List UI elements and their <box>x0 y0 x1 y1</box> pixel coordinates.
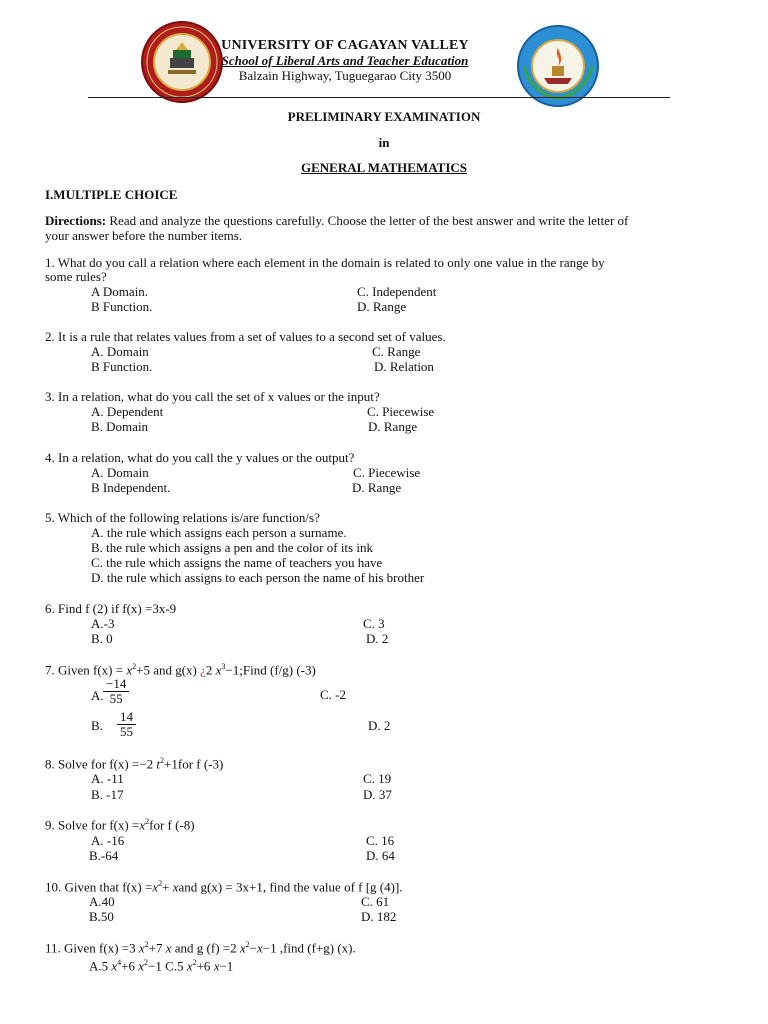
q9-part: 9. Solve for f(x) = <box>45 817 140 833</box>
q9-text <box>45 817 195 833</box>
q11-part: 11. Given f(x) =3 <box>45 940 139 956</box>
q7-option-c: C. -2 <box>320 687 346 702</box>
q7-part: ;Find (f/g) (-3) <box>239 662 316 678</box>
q3-option-b: B. Domain <box>91 419 149 434</box>
q7-part: −1 <box>225 662 240 678</box>
q7-exp: 2 <box>132 662 137 671</box>
q11-opt-var: x <box>111 958 118 974</box>
directions-line-2: your answer before the number items. <box>45 228 243 243</box>
q1-text-2: some rules? <box>45 269 107 284</box>
q4-option-d: D. Range <box>352 480 402 495</box>
q8-exp: 2 <box>160 756 165 765</box>
q11-part: and g (f) =2 <box>171 940 240 956</box>
q10-option-a: A.40 <box>89 894 115 909</box>
q11-options <box>89 958 233 974</box>
q11-opt-part: −1 <box>219 958 234 974</box>
q2-option-b: B Function. <box>91 359 153 374</box>
q9-option-b: B.-64 <box>89 848 119 863</box>
q10-part: and g(x) = 3x+1, find the value of f [g (4)]. <box>178 879 403 895</box>
q10-option-d: D. 182 <box>361 909 397 924</box>
q1-option-c: C. Independent <box>357 284 437 299</box>
q7-option-b-fraction <box>117 710 136 739</box>
q2-option-d: D. Relation <box>374 359 434 374</box>
q10-option-b: B.50 <box>89 909 114 924</box>
q8-text <box>45 756 223 772</box>
q6-option-b: B. 0 <box>91 631 113 646</box>
q8-option-a: A. -11 <box>91 771 124 786</box>
q11-opt-part: +6 <box>196 958 214 974</box>
q5-option-b: B. the rule which assigns a pen and the color of its ink <box>91 540 373 555</box>
q7-var: x <box>126 662 133 678</box>
q5-option-a: A. the rule which assigns each person a surname. <box>91 525 347 540</box>
q11-part: +7 <box>148 940 166 956</box>
q4-option-a: A. Domain <box>91 465 149 480</box>
q8-part: +1 <box>164 756 178 772</box>
college-seal-logo <box>516 22 600 108</box>
q6-option-a: A.-3 <box>91 616 115 631</box>
q6-option-c: C. 3 <box>363 616 385 631</box>
directions-label: Directions: <box>45 213 107 228</box>
q3-option-a: A. Dependent <box>91 404 164 419</box>
q1-option-b: B Function. <box>91 299 153 314</box>
q5-text: 5. Which of the following relations is/are function/s? <box>45 510 320 525</box>
section-heading: I.MULTIPLE CHOICE <box>45 187 178 202</box>
q7-option-a-fraction <box>103 677 129 706</box>
q9-exp: 2 <box>145 817 150 826</box>
q8-part: 8. Solve for f(x) =−2 <box>45 756 157 772</box>
university-name: UNIVERSITY OF CAGAYAN VALLEY <box>221 38 469 53</box>
q10-option-c: C. 61 <box>361 894 390 909</box>
q8-var: t <box>156 756 161 772</box>
q5-option-c: C. the rule which assigns the name of teachers you have <box>91 555 383 570</box>
q9-option-a: A. -16 <box>91 833 125 848</box>
q7-option-d: D. 2 <box>368 718 391 733</box>
q11-opt-var: x <box>213 958 220 974</box>
exam-title: PRELIMINARY EXAMINATION <box>287 109 481 124</box>
q10-text <box>45 879 403 895</box>
q11-opt-var: x <box>138 958 145 974</box>
q7-part: 2 <box>205 662 216 678</box>
q9-option-d: D. 64 <box>366 848 395 863</box>
directions-text-1: Read and analyze the questions carefully. Choose the letter of the best answer and write the letter of <box>106 213 629 228</box>
q11-var: x <box>138 940 145 956</box>
q11-text <box>45 940 356 956</box>
q11-opt-var: x <box>186 958 193 974</box>
q11-part: − <box>249 940 257 956</box>
q11-var: x <box>256 940 263 956</box>
q1-text-1: 1. What do you call a relation where each element in the domain is related to only one value in the range by <box>45 255 605 270</box>
q10-var: x <box>172 879 179 895</box>
q7-var: x <box>215 662 222 678</box>
q8-option-d: D. 37 <box>363 787 392 802</box>
q1-option-d: D. Range <box>357 299 407 314</box>
q10-part: 10. Given that f(x) = <box>45 879 153 895</box>
q10-part: + <box>162 879 173 895</box>
q7-part: 7. Given f(x) = <box>45 662 127 678</box>
q9-var: x <box>139 817 146 833</box>
q8-part: for f (-3) <box>177 756 224 772</box>
q11-opt-exp: 4 <box>117 958 122 967</box>
school-name: School of Liberal Arts and Teacher Education <box>221 53 469 68</box>
fraction-numerator: −14 <box>103 677 129 692</box>
q4-option-b: B Independent. <box>91 480 171 495</box>
exam-subject: GENERAL MATHEMATICS <box>300 160 467 175</box>
q10-var: x <box>152 879 159 895</box>
q4-text: 4. In a relation, what do you call the y values or the output? <box>45 450 355 465</box>
q11-part: −1 ,find (f+g) (x). <box>262 940 356 956</box>
q11-exp: 2 <box>245 940 250 949</box>
q10-exp: 2 <box>158 879 163 888</box>
q8-option-b: B. -17 <box>91 787 124 802</box>
fraction-numerator: 14 <box>117 710 136 725</box>
q11-opt-part: +6 <box>121 958 139 974</box>
q2-option-c: C. Range <box>372 344 421 359</box>
q3-option-d: D. Range <box>368 419 418 434</box>
fraction-denominator: 55 <box>120 724 133 739</box>
q3-text: 3. In a relation, what do you call the set of x values or the input? <box>45 389 380 404</box>
q2-text: 2. It is a rule that relates values from a set of values to a second set of values. <box>45 329 446 344</box>
q7-option-a-label: A. <box>91 688 104 703</box>
q7-text <box>45 662 316 678</box>
q6-text: 6. Find f (2) if f(x) =3x-9 <box>45 601 177 616</box>
q11-opt-exp: 2 <box>192 958 197 967</box>
q9-option-c: C. 16 <box>366 833 395 848</box>
q11-exp: 2 <box>144 940 149 949</box>
q6-option-d: D. 2 <box>366 631 389 646</box>
q11-opt-part: −1 C.5 <box>148 958 187 974</box>
q5-option-d: D. the rule which assigns to each person the name of his brother <box>91 570 425 585</box>
header-divider <box>88 97 670 98</box>
q9-part: for f (-8) <box>149 817 195 833</box>
q1-option-a: A Domain. <box>91 284 149 299</box>
q11-opt-part: A.5 <box>89 958 112 974</box>
q4-option-c: C. Piecewise <box>353 465 421 480</box>
school-address: Balzain Highway, Tuguegarao City 3500 <box>238 68 452 83</box>
q8-option-c: C. 19 <box>363 771 392 786</box>
q11-var: x <box>165 940 172 956</box>
q11-var: x <box>239 940 246 956</box>
q7-option-b-label: B. <box>91 718 103 733</box>
q11-opt-exp: 2 <box>144 958 149 967</box>
q7-symbol: ¿ <box>200 662 206 678</box>
q2-option-a: A. Domain <box>91 344 149 359</box>
q7-exp: 3 <box>221 662 226 671</box>
q7-part: +5 and g(x) <box>136 662 201 678</box>
q3-option-c: C. Piecewise <box>367 404 435 419</box>
fraction-denominator: 55 <box>109 691 123 706</box>
directions-line-1 <box>45 213 628 229</box>
exam-title-in: in <box>378 135 390 150</box>
